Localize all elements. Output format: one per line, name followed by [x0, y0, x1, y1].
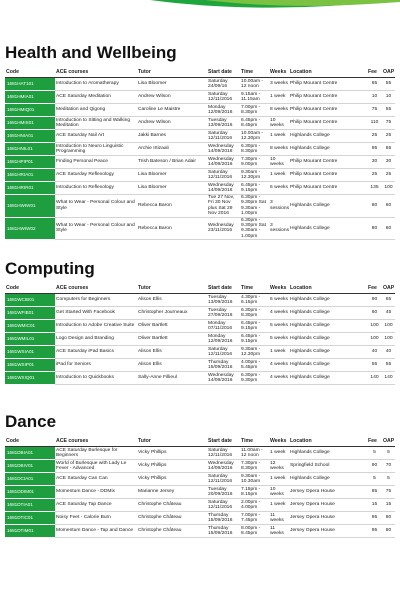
cell-time: 7.00pm - 7.45pm	[240, 512, 269, 525]
column-header-date: Start date	[207, 282, 240, 294]
cell-code: 1681WSIP01	[5, 359, 55, 372]
cell-time: 6.45pm - 9.15pm	[240, 333, 269, 346]
cell-date: Monday 07/11/2016	[207, 320, 240, 333]
cell-date: Saturday 12/11/2016	[207, 447, 240, 460]
cell-location: Highlands College	[289, 346, 367, 359]
cell-date: Saturday 12/11/2016	[207, 169, 240, 182]
cell-date: Tuesday 13/09/2016	[207, 294, 240, 307]
cell-oap: 10	[382, 91, 395, 104]
cell-weeks: 1 week	[269, 91, 289, 104]
cell-date: Tuesday 13/09/2016	[207, 117, 240, 130]
cell-oap: 70	[382, 460, 395, 473]
cell-course: Introduction to Neuro Linguistic Programming	[55, 143, 137, 156]
cell-code: 1681DCIA01	[5, 473, 55, 486]
table-row	[5, 294, 395, 307]
table-row	[5, 320, 395, 333]
column-header-date: Start date	[207, 66, 240, 78]
cell-time: 7.00pm - 8.30pm	[240, 104, 269, 117]
cell-code: 1681DBIA01	[5, 447, 55, 460]
cell-time: 9.30am - 12.30pm	[240, 346, 269, 359]
cell-code: 1681HNIA01	[5, 130, 55, 143]
cell-weeks: 1 week	[269, 346, 289, 359]
cell-fee: 80	[367, 217, 382, 240]
cell-time: 11.00am - 12 noon	[240, 447, 269, 460]
cell-oap: 75	[382, 486, 395, 499]
cell-location: Jersey Opera House	[289, 499, 367, 512]
cell-tutor: Lisa Bloomer	[137, 169, 207, 182]
cell-time: 8.00pm - 8.45pm	[240, 525, 269, 538]
cell-date: Saturday 12/11/2016	[207, 499, 240, 512]
cell-oap: 15	[382, 499, 395, 512]
column-header-fee: Fee	[367, 66, 382, 78]
cell-oap: 100	[382, 182, 395, 195]
column-header-course: ACE courses	[55, 282, 137, 294]
cell-weeks: 8 weeks	[269, 143, 289, 156]
cell-fee: 100	[367, 320, 382, 333]
table-header-row	[5, 282, 395, 294]
cell-tutor: Alison Ellis	[137, 346, 207, 359]
cell-location: Highlands College	[289, 447, 367, 460]
cell-tutor: Sally-Anne Fillieul	[137, 372, 207, 385]
cell-time: 4.30pm - 6.15pm	[240, 294, 269, 307]
cell-course: ACE Saturday Reflexology	[55, 169, 137, 182]
table-row	[5, 372, 395, 385]
table-header-row	[5, 66, 395, 78]
cell-date: Thursday 15/09/2016	[207, 359, 240, 372]
table-row	[5, 130, 395, 143]
cell-tutor: Christophe Château	[137, 512, 207, 525]
cell-location: Highlands College	[289, 307, 367, 320]
course-table	[5, 282, 395, 385]
cell-weeks: 1 week	[269, 473, 289, 486]
cell-fee: 5	[367, 447, 382, 460]
cell-tutor: Alison Ellis	[137, 359, 207, 372]
cell-tutor: Andrew Wilson	[137, 91, 207, 104]
column-header-tutor: Tutor	[137, 66, 207, 78]
cell-location: Philip Mourant Centre	[289, 104, 367, 117]
column-header-location: Location	[289, 282, 367, 294]
column-header-fee: Fee	[367, 282, 382, 294]
cell-course: Introduction to Quickbooks	[55, 372, 137, 385]
cell-date: Thursday 15/09/2016	[207, 512, 240, 525]
cell-tutor: Lisa Bloomer	[137, 182, 207, 195]
cell-course: Logo Design and Branding	[55, 333, 137, 346]
column-header-weeks: Weeks	[269, 282, 289, 294]
cell-course: ACE Saturday Nail Art	[55, 130, 137, 143]
column-header-location: Location	[289, 66, 367, 78]
cell-code: 1681HWIW02	[5, 217, 55, 240]
cell-code: 1681HWIW01	[5, 195, 55, 218]
section-dance	[5, 413, 395, 538]
cell-code: 1681HNIL01	[5, 143, 55, 156]
cell-course: What to Wear - Personal Colour and Style	[55, 195, 137, 218]
column-header-course: ACE courses	[55, 66, 137, 78]
cell-date: Saturday 24/09/16	[207, 78, 240, 91]
cell-code: 1681HRIA01	[5, 169, 55, 182]
cell-tutor: Christophe Château	[137, 499, 207, 512]
table-row	[5, 359, 395, 372]
cell-oap: 60	[382, 195, 395, 218]
cell-location: Springfield School	[289, 460, 367, 473]
cell-weeks: 4 weeks	[269, 307, 289, 320]
cell-tutor: Lisa Bloomer	[137, 78, 207, 91]
cell-time: 9.30am - 12.30pm	[240, 169, 269, 182]
cell-tutor: Oliver Bartlett	[137, 320, 207, 333]
cell-fee: 30	[367, 156, 382, 169]
column-header-weeks: Weeks	[269, 66, 289, 78]
cell-tutor: Vicky Phillips	[137, 460, 207, 473]
table-row	[5, 525, 395, 538]
cell-weeks: 8 weeks	[269, 104, 289, 117]
cell-oap: 5	[382, 473, 395, 486]
cell-course: Momentum Dance - DDMix	[55, 486, 137, 499]
cell-code: 1681DDIM01	[5, 486, 55, 499]
cell-oap: 140	[382, 372, 395, 385]
cell-time: 6.30pm - 9.30pm	[240, 372, 269, 385]
cell-weeks: 3 weeks	[269, 78, 289, 91]
cell-tutor: Marianne Jersey	[137, 486, 207, 499]
cell-fee: 55	[367, 359, 382, 372]
section-title: Health and Wellbeing	[5, 43, 177, 62]
column-header-time: Time	[240, 435, 269, 447]
cell-location: Highlands College	[289, 372, 367, 385]
cell-code: 1681HMIQ01	[5, 104, 55, 117]
cell-date: Wednesday 23/11/2016	[207, 217, 240, 240]
cell-code: 1681DTIM01	[5, 525, 55, 538]
cell-location: Highlands College	[289, 143, 367, 156]
cell-tutor: Jakki Barnes	[137, 130, 207, 143]
table-row	[5, 169, 395, 182]
cell-code: 1681DTIA01	[5, 499, 55, 512]
cell-fee: 25	[367, 169, 382, 182]
cell-location: Highlands College	[289, 217, 367, 240]
cell-course: Introduction to Adobe Creative Suite	[55, 320, 137, 333]
column-header-code: Code	[5, 282, 55, 294]
table-row	[5, 143, 395, 156]
cell-date: Thursday 15/09/2016	[207, 525, 240, 538]
cell-tutor: Oliver Bartlett	[137, 333, 207, 346]
cell-weeks: 10 weeks	[269, 486, 289, 499]
cell-tutor: Rebecca Baron	[137, 217, 207, 240]
cell-course: World of Burlesque with Lady Le Fever - Advanced	[55, 460, 137, 473]
cell-oap: 60	[382, 217, 395, 240]
cell-date: Wednesday 14/09/2016	[207, 156, 240, 169]
cell-oap: 30	[382, 156, 395, 169]
cell-code: 1681HMIA01	[5, 91, 55, 104]
cell-location: Highlands College	[289, 359, 367, 372]
cell-code: 1681DTIC01	[5, 512, 55, 525]
cell-course: Get Started With Facebook	[55, 307, 137, 320]
table-row	[5, 333, 395, 346]
table-row	[5, 512, 395, 525]
course-table	[5, 66, 395, 240]
cell-weeks: 6 weeks	[269, 182, 289, 195]
column-header-oap: OAP	[382, 435, 395, 447]
cell-location: Philip Mourant Centre	[289, 91, 367, 104]
cell-code: 1681DBIV01	[5, 460, 55, 473]
cell-tutor: Christopher Journeaux	[137, 307, 207, 320]
cell-code: 1681WCIB01	[5, 294, 55, 307]
cell-fee: 90	[367, 460, 382, 473]
cell-fee: 95	[367, 512, 382, 525]
cell-time: 6.30pm - 9.30pm Sat 9.30am - 1.00pm	[240, 195, 269, 218]
column-header-oap: OAP	[382, 66, 395, 78]
cell-course: Introduction to Reflexology	[55, 182, 137, 195]
cell-tutor: Vicky Phillips	[137, 473, 207, 486]
cell-weeks: 3 sessions	[269, 195, 289, 218]
cell-location: Jersey Opera House	[289, 525, 367, 538]
cell-weeks: 5 weeks	[269, 333, 289, 346]
cell-location: Highlands College	[289, 473, 367, 486]
column-header-time: Time	[240, 282, 269, 294]
table-row	[5, 346, 395, 359]
cell-code: 1681WSIA01	[5, 346, 55, 359]
cell-tutor: Caroline Le Maistre	[137, 104, 207, 117]
section-title: Computing	[5, 259, 95, 278]
cell-oap: 40	[382, 346, 395, 359]
cell-course: ACE Saturday iPad Basics	[55, 346, 137, 359]
table-row	[5, 117, 395, 130]
cell-code: 1681WXIQ01	[5, 372, 55, 385]
cell-course: Momentum Dance - Tap and Dance	[55, 525, 137, 538]
table-row	[5, 91, 395, 104]
cell-course: iPad for Seniors	[55, 359, 137, 372]
cell-code: 1681WMIL01	[5, 333, 55, 346]
cell-tutor: Christophe Château	[137, 525, 207, 538]
cell-weeks: 12 weeks	[269, 460, 289, 473]
cell-course: Meditation and Qigong	[55, 104, 137, 117]
cell-time: 7.30pm - 9.00pm	[240, 156, 269, 169]
cell-oap: 80	[382, 512, 395, 525]
cell-tutor: Andrew Wilson	[137, 117, 207, 130]
section-computing	[5, 260, 395, 385]
cell-fee: 135	[367, 182, 382, 195]
cell-location: Philip Mourant Centre	[289, 117, 367, 130]
cell-date: Tuesday 27/09/2016	[207, 307, 240, 320]
cell-date: Saturday 12/11/2016	[207, 91, 240, 104]
table-row	[5, 473, 395, 486]
cell-time: 7.15pm - 8.15pm	[240, 486, 269, 499]
cell-date: Monday 12/09/2016	[207, 333, 240, 346]
cell-weeks: 5 weeks	[269, 320, 289, 333]
column-header-code: Code	[5, 435, 55, 447]
table-row	[5, 156, 395, 169]
cell-location: Philip Mourant Centre	[289, 182, 367, 195]
cell-course: ACE Saturday Can Can	[55, 473, 137, 486]
cell-time: 7.30pm - 8.30pm	[240, 460, 269, 473]
cell-location: Philip Mourant Centre	[289, 156, 367, 169]
cell-date: Wednesday 14/09/2016	[207, 182, 240, 195]
cell-location: Philip Mourant Centre	[289, 169, 367, 182]
cell-weeks: 1 week	[269, 447, 289, 460]
cell-fee: 10	[367, 91, 382, 104]
cell-location: Highlands College	[289, 333, 367, 346]
cell-time: 6.30pm - 8.30pm	[240, 143, 269, 156]
section-health-and-wellbeing	[5, 44, 395, 240]
cell-fee: 110	[367, 117, 382, 130]
cell-fee: 90	[367, 294, 382, 307]
column-header-location: Location	[289, 435, 367, 447]
cell-date: Wednesday 14/09/2016	[207, 372, 240, 385]
table-row	[5, 182, 395, 195]
cell-oap: 100	[382, 333, 395, 346]
table-row	[5, 104, 395, 117]
cell-course: ACE Saturday Tap Dance	[55, 499, 137, 512]
column-header-fee: Fee	[367, 435, 382, 447]
cell-course: Computers for Beginners	[55, 294, 137, 307]
cell-oap: 55	[382, 359, 395, 372]
cell-course: Introduction to Aromatherapy	[55, 78, 137, 91]
cell-fee: 75	[367, 104, 382, 117]
cell-course: Noisy Feet - Calorie Burn	[55, 512, 137, 525]
cell-oap: 80	[382, 525, 395, 538]
cell-oap: 75	[382, 117, 395, 130]
cell-oap: 55	[382, 78, 395, 91]
cell-time: 6.30pm - 9.30pm Sat 9.30am - 1.00pm	[240, 217, 269, 240]
column-header-time: Time	[240, 66, 269, 78]
cell-tutor: Trish Bateson / Brian Adair	[137, 156, 207, 169]
cell-time: 6.45pm - 8.45pm	[240, 117, 269, 130]
cell-fee: 85	[367, 486, 382, 499]
cell-location: Highlands College	[289, 320, 367, 333]
table-row	[5, 499, 395, 512]
cell-oap: 65	[382, 143, 395, 156]
cell-time: 9.15am - 11.15am	[240, 91, 269, 104]
table-row	[5, 195, 395, 218]
cell-time: 9.30am - 10.30am	[240, 473, 269, 486]
cell-date: Saturday 12/11/2016	[207, 130, 240, 143]
cell-location: Highlands College	[289, 195, 367, 218]
section-title: Dance	[5, 412, 57, 431]
cell-time: 6.45pm - 9.15pm	[240, 320, 269, 333]
cell-weeks: 1 week	[269, 169, 289, 182]
cell-tutor: Alison Ellis	[137, 294, 207, 307]
cell-time: 6.30pm - 8.30pm	[240, 307, 269, 320]
cell-oap: 5	[382, 447, 395, 460]
cell-weeks: 1 week	[269, 130, 289, 143]
column-header-oap: OAP	[382, 282, 395, 294]
cell-date: Tue 27 Nov, Fri 30 Nov plus Sat 29 Nov 2016	[207, 195, 240, 218]
cell-time: 10.00am - 12 noon	[240, 78, 269, 91]
cell-weeks: 11 weeks	[269, 525, 289, 538]
cell-fee: 95	[367, 143, 382, 156]
cell-date: Wednesday 14/09/2016	[207, 143, 240, 156]
cell-time: 4.00pm - 5.45pm	[240, 359, 269, 372]
column-header-code: Code	[5, 66, 55, 78]
column-header-weeks: Weeks	[269, 435, 289, 447]
cell-fee: 5	[367, 473, 382, 486]
cell-location: Philip Mourant Centre	[289, 78, 367, 91]
table-row	[5, 460, 395, 473]
cell-fee: 95	[367, 525, 382, 538]
cell-weeks: 10 weeks	[269, 117, 289, 130]
cell-course: Introduction to Sitting and Walking Meditation	[55, 117, 137, 130]
cell-tutor: Archie Irtizaali	[137, 143, 207, 156]
cell-date: Saturday 12/11/2016	[207, 473, 240, 486]
table-header-row	[5, 435, 395, 447]
cell-course: What to Wear - Personal Colour and Style	[55, 217, 137, 240]
cell-date: Monday 12/09/2016	[207, 104, 240, 117]
cell-weeks: 4 weeks	[269, 359, 289, 372]
cell-code: 1681HMIS01	[5, 117, 55, 130]
cell-fee: 40	[367, 346, 382, 359]
cell-code: 1681HPIP01	[5, 156, 55, 169]
cell-weeks: 3 sessions	[269, 217, 289, 240]
column-header-date: Start date	[207, 435, 240, 447]
cell-date: Saturday 12/11/2016	[207, 346, 240, 359]
cell-code: 1681HRIR01	[5, 182, 55, 195]
header-swoosh	[0, 0, 400, 20]
cell-fee: 15	[367, 499, 382, 512]
cell-date: Wednesday 14/09/2016	[207, 460, 240, 473]
cell-fee: 65	[367, 78, 382, 91]
cell-code: 1681HAT101	[5, 78, 55, 91]
column-header-course: ACE courses	[55, 435, 137, 447]
cell-time: 10.00am - 12.30pm	[240, 130, 269, 143]
cell-fee: 100	[367, 333, 382, 346]
cell-location: Highlands College	[289, 130, 367, 143]
cell-oap: 100	[382, 320, 395, 333]
table-row	[5, 307, 395, 320]
cell-course: ACE Saturday Burlesque for Beginners	[55, 447, 137, 460]
cell-oap: 65	[382, 294, 395, 307]
cell-fee: 25	[367, 130, 382, 143]
cell-code: 1681WMIC01	[5, 320, 55, 333]
table-row	[5, 447, 395, 460]
cell-date: Tuesday 20/09/2016	[207, 486, 240, 499]
cell-tutor: Vicky Phillips	[137, 447, 207, 460]
cell-course: ACE Saturday Meditation	[55, 91, 137, 104]
column-header-tutor: Tutor	[137, 435, 207, 447]
table-row	[5, 217, 395, 240]
cell-location: Jersey Opera House	[289, 486, 367, 499]
table-row	[5, 486, 395, 499]
cell-weeks: 1 week	[269, 499, 289, 512]
cell-weeks: 4 weeks	[269, 372, 289, 385]
cell-location: Highlands College	[289, 294, 367, 307]
cell-fee: 140	[367, 372, 382, 385]
cell-weeks: 11 weeks	[269, 512, 289, 525]
cell-time: 6.45pm - 9.15pm	[240, 182, 269, 195]
cell-fee: 60	[367, 307, 382, 320]
cell-oap: 25	[382, 130, 395, 143]
table-row	[5, 78, 395, 91]
cell-tutor: Rebecca Baron	[137, 195, 207, 218]
course-table	[5, 435, 395, 538]
cell-location: Jersey Opera House	[289, 512, 367, 525]
cell-code: 1681WFIB01	[5, 307, 55, 320]
cell-weeks: 10 weeks	[269, 156, 289, 169]
cell-time: 2.00pm - 4.00pm	[240, 499, 269, 512]
cell-weeks: 6 weeks	[269, 294, 289, 307]
cell-oap: 25	[382, 169, 395, 182]
cell-oap: 45	[382, 307, 395, 320]
cell-course: Finding Personal Peace	[55, 156, 137, 169]
column-header-tutor: Tutor	[137, 282, 207, 294]
cell-fee: 80	[367, 195, 382, 218]
cell-oap: 55	[382, 104, 395, 117]
